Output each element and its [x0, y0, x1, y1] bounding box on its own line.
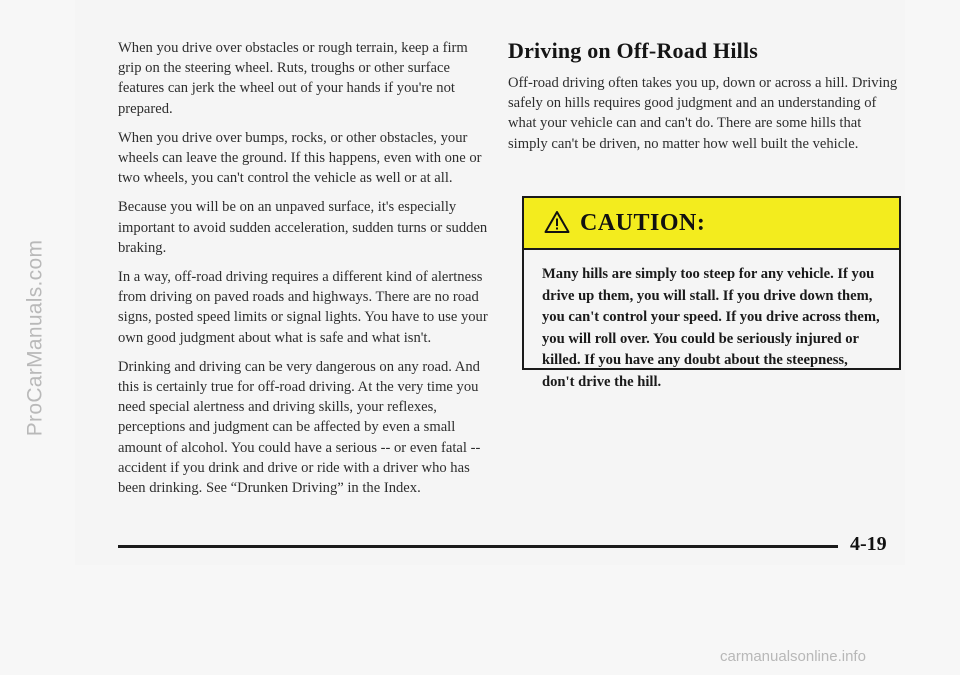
section-intro: Off-road driving often takes you up, down or across a hill. Driving safely on hills requires good judgment and an understanding of what your vehicle can and can't do. There are some hills that simply can't be driven, no matter how well built the vehicle. [508, 75, 898, 152]
warning-triangle-icon [544, 210, 570, 234]
paragraph-rough-terrain: When you drive over obstacles or rough terrain, keep a firm grip on the steering wheel. Ruts, troughs or other surface features can jerk the wheel out of your hands if you're not prepared. [118, 40, 468, 117]
side-watermark [0, 0, 70, 675]
paragraph-alertness: In a way, off-road driving requires a different kind of alertness from driving on paved roads and highways. There are no road signs, posted speed limits or signal lights. You have to use your own good judgment about what is safe and what isn't. [118, 269, 488, 346]
left-column [118, 38, 490, 507]
paragraph-bumps: When you drive over bumps, rocks, or other obstacles, your wheels can leave the ground. If this happens, even with one or two wheels, you can't control the vehicle as well or at all. [118, 129, 482, 187]
section-heading: Driving on Off-Road Hills [508, 38, 759, 63]
caution-title: CAUTION: [580, 209, 706, 236]
right-column [508, 38, 900, 163]
paragraph-drinking: Drinking and driving can be very dangerous on any road. And this is certainly true for off-road driving. At the very time you need special alertness and driving skills, your reflexes, perceptions and judgment can be affected by even a small amount of alcohol. You could have a serious -- or even fatal -- accident if you drink and drive or ride with a driver who has been drinking. See “Drunken Driving” in the Index. [118, 358, 481, 497]
page-number: 4-19 [850, 533, 887, 555]
paragraph-unpaved-surface: Because you will be on an unpaved surface, it's especially important to avoid sudden acceleration, sudden turns or sudden braking. [118, 199, 488, 256]
footer-rule [118, 545, 838, 548]
side-watermark-text: ProCarManuals.com [23, 239, 46, 436]
caution-header [524, 198, 899, 250]
bottom-watermark: carmanualsonline.info [720, 648, 866, 665]
caution-body: Many hills are simply too steep for any vehicle. If you drive up them, you will stall. If you drive down them, you can't control your speed. If you drive across them, you will roll over. You could be seriously injured or killed. If you have any doubt about the steepness, don't drive the hill. [542, 266, 880, 390]
caution-box [522, 196, 901, 390]
